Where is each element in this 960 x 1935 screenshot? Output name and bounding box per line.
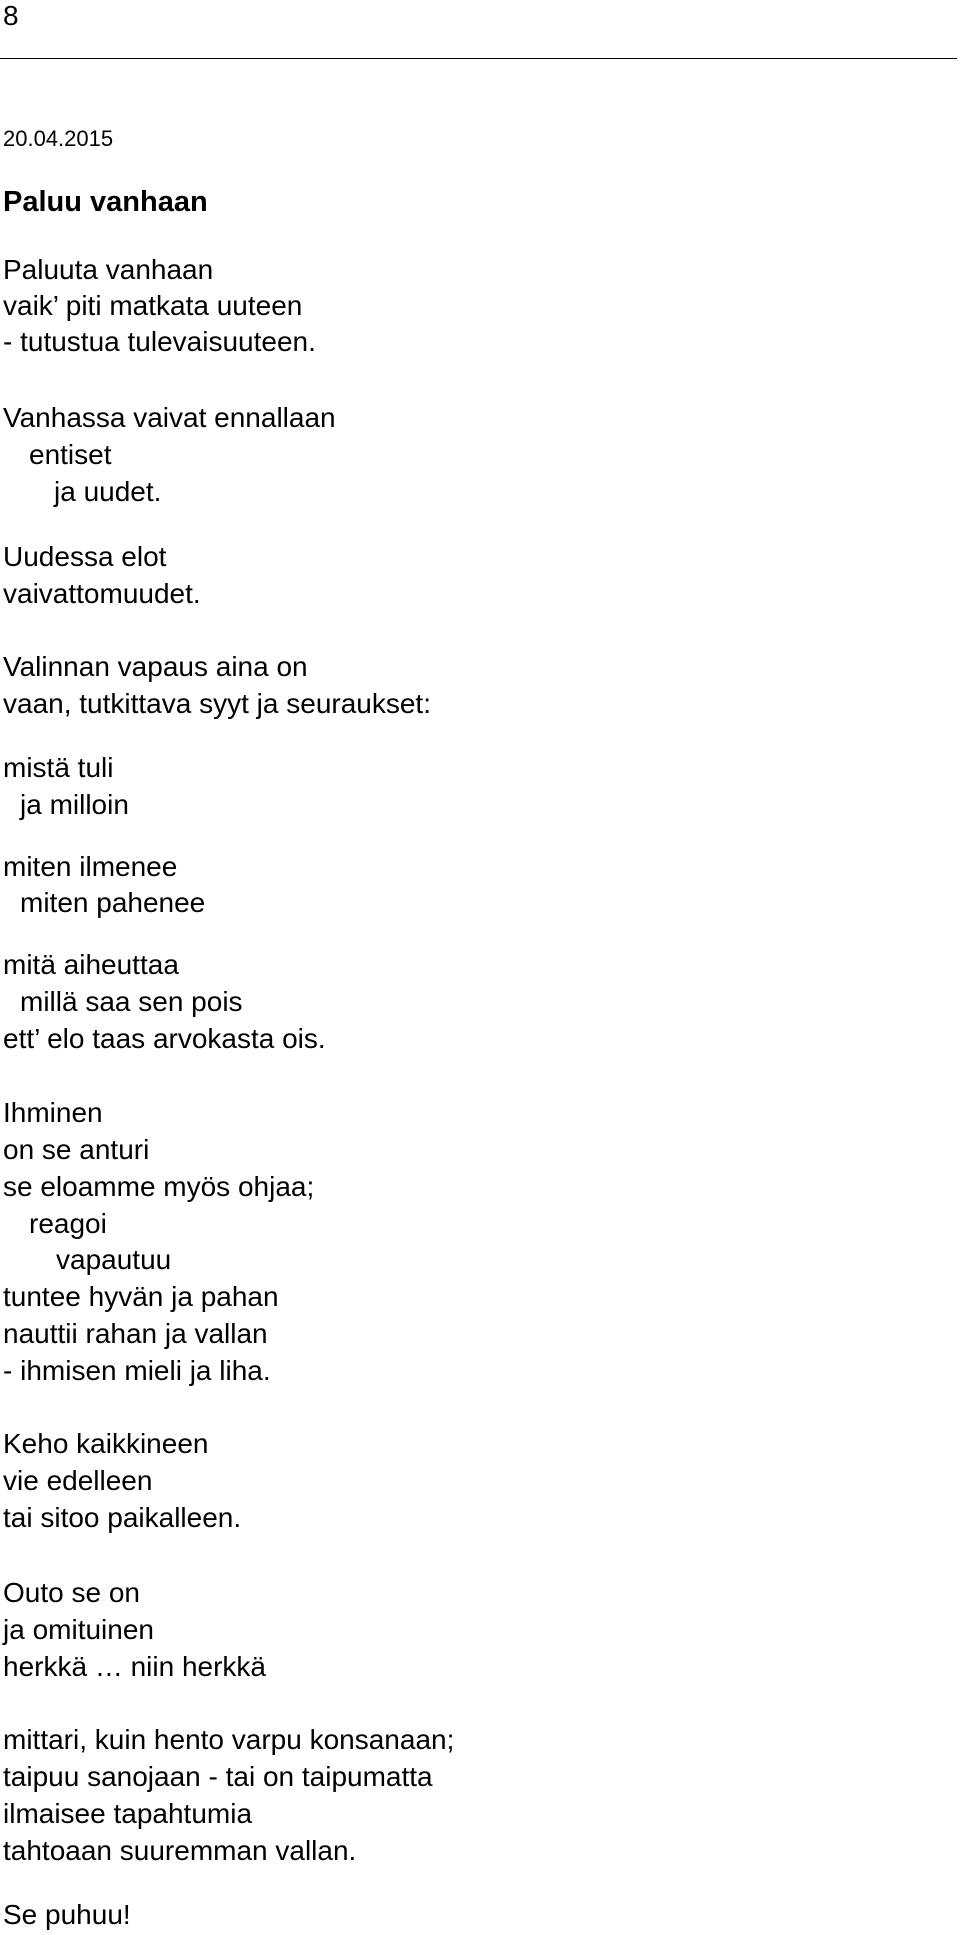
poem-line: vaik’ piti matkata uuteen [3,290,303,321]
poem-line: Uudessa elot [3,541,167,572]
poem-line: entiset [29,439,112,470]
poem-line: reagoi [29,1208,107,1239]
poem-line: mistä tuli [3,752,114,783]
date: 20.04.2015 [3,126,114,151]
poem-line: - tutustua tulevaisuuteen. [3,326,316,357]
poem-line: Valinnan vapaus aina on [3,651,308,682]
poem-line: Vanhassa vaivat ennallaan [3,402,336,433]
poem-line: taipuu sanojaan - tai on taipumatta [3,1761,433,1792]
poem-line: tuntee hyvän ja pahan [3,1281,279,1312]
poem-line: vaan, tutkittava syyt ja seuraukset: [3,688,431,719]
poem-line: - ihmisen mieli ja liha. [3,1355,271,1386]
poem-line: se eloamme myös ohjaa; [3,1171,315,1202]
poem-line: Ihminen [3,1097,103,1128]
poem-line: vaivattomuudet. [3,578,201,609]
poem-line: herkkä … niin herkkä [3,1651,267,1682]
poem-line: miten pahenee [20,887,206,918]
poem-line: tahtoaan suuremman vallan. [3,1835,357,1866]
poem-line: tai sitoo paikalleen. [3,1502,242,1533]
poem-line: ett’ elo taas arvokasta ois. [3,1023,326,1054]
poem-line: Outo se on [3,1577,140,1608]
poem-line: ilmaisee tapahtumia [3,1798,253,1829]
poem-line: millä saa sen pois [20,986,243,1017]
poem-line: mitä aiheuttaa [3,949,179,980]
poem-line: miten ilmenee [3,851,178,882]
poem-line: Keho kaikkineen [3,1428,209,1459]
poem-line: ja omituinen [3,1614,154,1645]
poem-line: ja milloin [20,789,129,820]
poem-line: Se puhuu! [3,1899,131,1930]
header-rule [0,58,957,59]
poem-line: Paluuta vanhaan [3,254,214,285]
poem-line: on se anturi [3,1134,150,1165]
poem-title: Paluu vanhaan [3,186,208,218]
poem-line: vie edelleen [3,1465,153,1496]
poem-line: nauttii rahan ja vallan [3,1318,268,1349]
page-number: 8 [3,0,19,31]
poem-line: ja uudet. [54,476,162,507]
poem-line: vapautuu [56,1244,172,1275]
poem-line: mittari, kuin hento varpu konsanaan; [3,1724,455,1755]
